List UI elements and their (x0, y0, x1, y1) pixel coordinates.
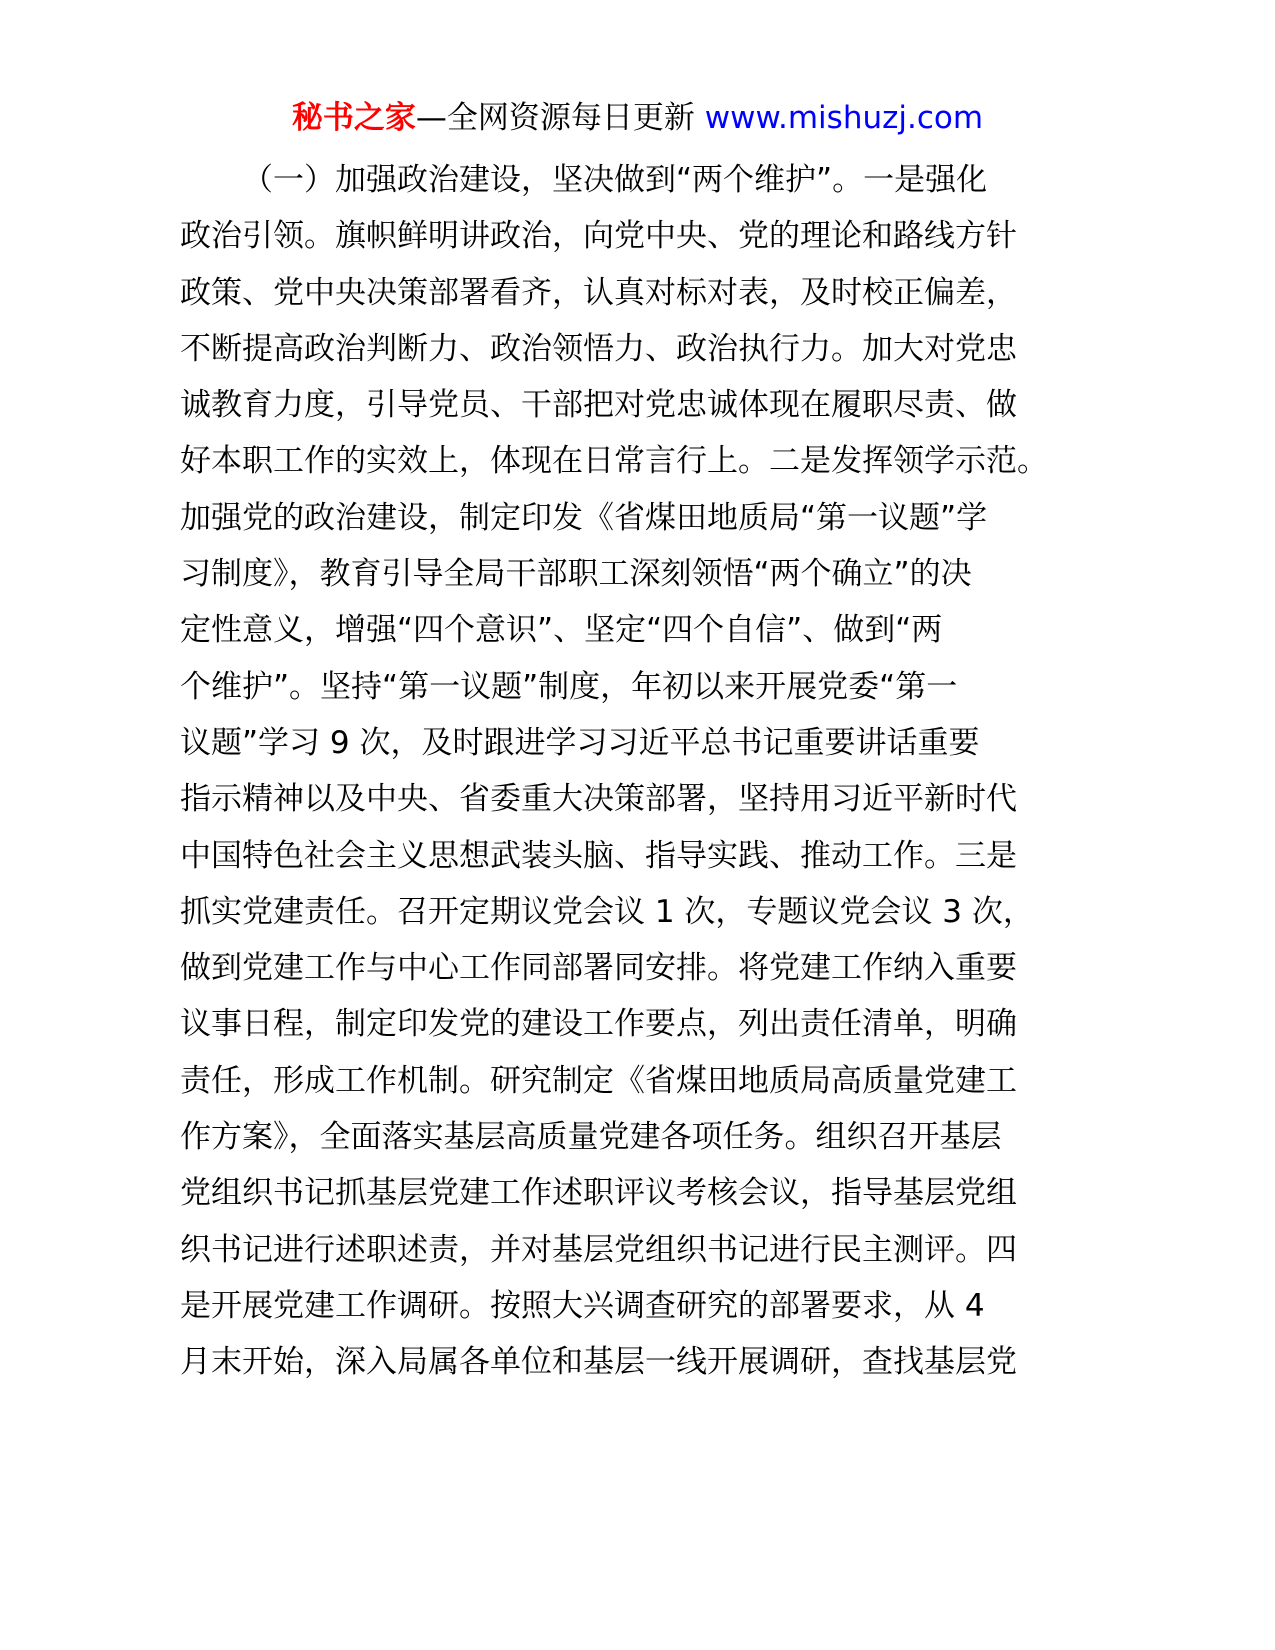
paragraph-line: 诚教育力度，引导党员、干部把对党忠诚体现在履职尽责、做 (180, 387, 1017, 424)
paragraph-line: 不断提高政治判断力、政治领悟力、政治执行力。加大对党忠 (180, 330, 1017, 367)
paragraph-line: 织书记进行述职述责，并对基层党组织书记进行民主测评。四 (180, 1231, 1017, 1268)
paragraph-line: 习制度》，教育引导全局干部职工深刻领悟“两个确立”的决 (180, 556, 972, 593)
paragraph-line: （一）加强政治建设，坚决做到“两个维护”。一是强化 (242, 162, 988, 198)
paragraph-line: 加强党的政治建设，制定印发《省煤田地质局“第一议题”学 (180, 499, 988, 536)
paragraph-line: 定性意义，增强“四个意识”、坚定“四个自信”、做到“两 (180, 612, 943, 649)
paragraph-line: 政治引领。旗帜鲜明讲政治，向党中央、党的理论和路线方针 (180, 218, 1017, 255)
site-brand: 秘书之家 (291, 100, 416, 136)
paragraph-line: 党组织书记抓基层党建工作述职评议考核会议，指导基层党组 (180, 1175, 1017, 1212)
document-body (180, 152, 1080, 1391)
paragraph-line: 责任，形成工作机制。研究制定《省煤田地质局高质量党建工 (180, 1062, 1017, 1099)
paragraph-line: 做到党建工作与中心工作同部署同安排。将党建工作纳入重要 (180, 950, 1017, 987)
paragraph-line: 作方案》，全面落实基层高质量党建各项任务。组织召开基层 (180, 1119, 1002, 1156)
paragraph-line: 议题”学习 9 次，及时跟进学习习近平总书记重要讲话重要 (180, 724, 980, 761)
paragraph-line: 议事日程，制定印发党的建设工作要点，列出责任清单，明确 (180, 1006, 1017, 1043)
site-tagline: —全网资源每日更新 (415, 100, 695, 136)
paragraph-line: 抓实党建责任。召开定期议党会议 1 次，专题议党会议 3 次， (180, 893, 1034, 930)
paragraph-line: 中国特色社会主义思想武装头脑、指导实践、推动工作。三是 (180, 837, 1017, 874)
paragraph-line: 指示精神以及中央、省委重大决策部署，坚持用习近平新时代 (180, 781, 1017, 818)
paragraph-line: 个维护”。坚持“第一议题”制度，年初以来开展党委“第一 (180, 668, 958, 705)
paragraph-line: 政策、党中央决策部署看齐，认真对标对表，及时校正偏差， (180, 274, 1017, 311)
paragraph-line: 好本职工作的实效上，体现在日常言行上。二是发挥领学示范。 (180, 443, 1048, 480)
paragraph-line: 是开展党建工作调研。按照大兴调查研究的部署要求，从 4 (180, 1287, 985, 1324)
site-header (0, 98, 1275, 138)
paragraph-line: 月末开始，深入局属各单位和基层一线开展调研，查找基层党 (180, 1344, 1017, 1381)
site-url-link[interactable]: www.mishuzj.com (704, 100, 984, 136)
